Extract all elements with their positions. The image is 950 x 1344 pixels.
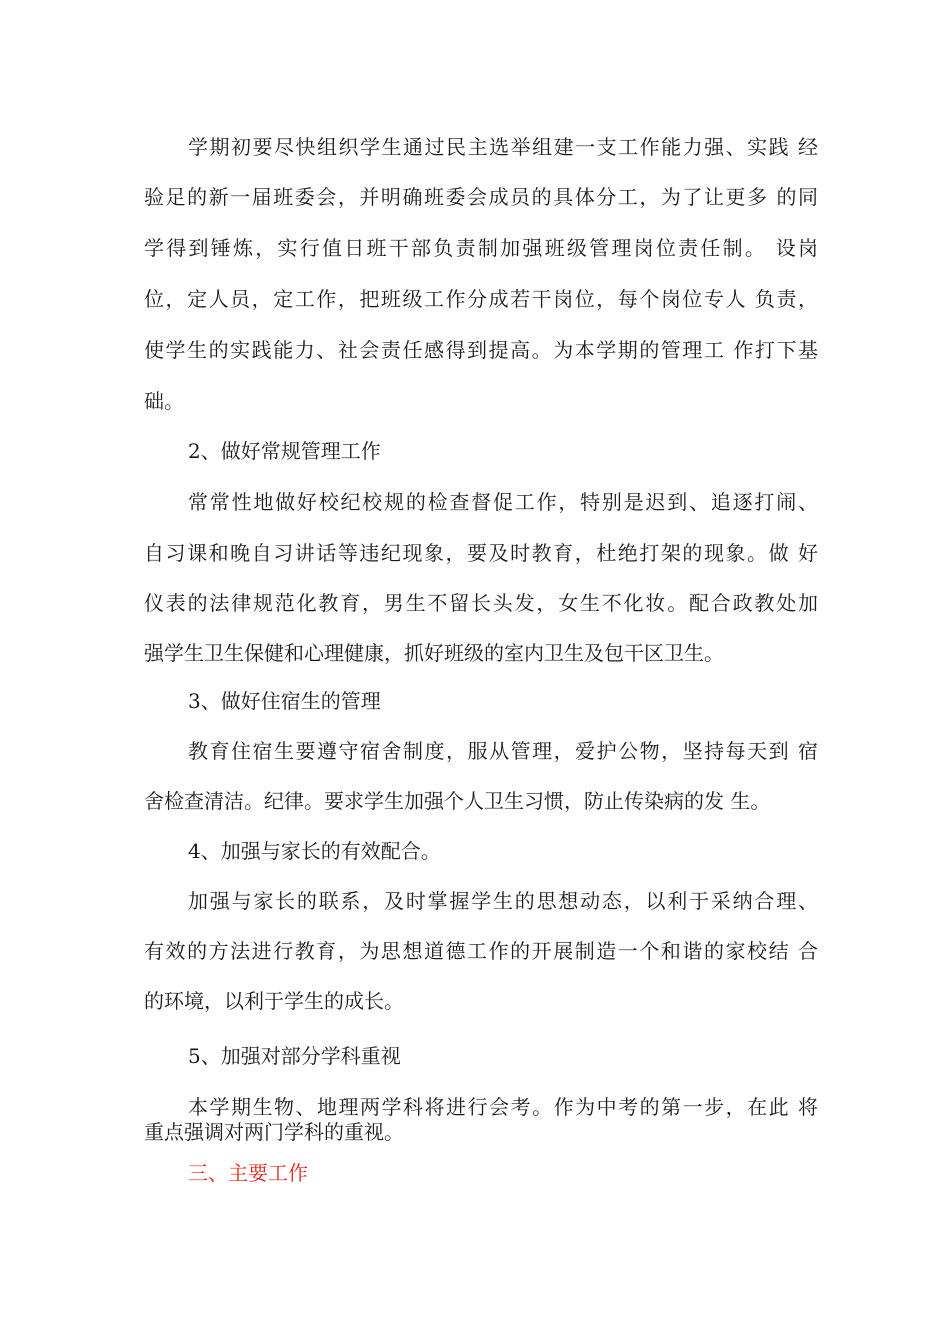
- main-work-heading: 三、主要工作: [188, 1161, 308, 1185]
- section-heading-2: 2、做好常规管理工作: [188, 439, 381, 463]
- paragraph-line: 础。: [144, 389, 184, 413]
- paragraph-line: 常常性地做好校纪校规的检查督促工作，特别是迟到、追逐打闹、: [188, 490, 818, 514]
- paragraph-line: 重点强调对两门学科的重视。: [144, 1120, 404, 1144]
- paragraph-line: 学期初要尽快组织学生通过民主选举组建一支工作能力强、实践 经: [188, 135, 818, 159]
- section-heading-3: 3、做好住宿生的管理: [188, 689, 381, 713]
- paragraph-line: 教育住宿生要遵守宿舍制度，服从管理，爱护公物，坚持每天到 宿: [188, 739, 818, 763]
- paragraph-line: 自习课和晚自习讲话等违纪现象，要及时教育，杜绝打架的现象。做 好: [144, 541, 818, 565]
- paragraph-line: 学得到锤炼，实行值日班干部负责制加强班级管理岗位责任制。 设岗: [144, 236, 818, 260]
- section-heading-5: 5、加强对部分学科重视: [188, 1044, 401, 1068]
- paragraph-line: 本学期生物、地理两学科将进行会考。作为中考的第一步，在此 将: [188, 1095, 818, 1119]
- paragraph-line: 验足的新一届班委会，并明确班委会成员的具体分工，为了让更多 的同: [144, 185, 818, 209]
- paragraph-line: 的环境，以利于学生的成长。: [144, 989, 404, 1013]
- paragraph-line: 有效的方法进行教育，为思想道德工作的开展制造一个和谐的家校结 合: [144, 939, 818, 963]
- section-heading-4: 4、加强与家长的有效配合。: [188, 839, 441, 863]
- paragraph-line: 加强与家长的联系，及时掌握学生的思想动态，以利于采纳合理、: [188, 889, 818, 913]
- paragraph-line: 舍检查清洁。纪律。要求学生加强个人卫生习惯，防止传染病的发 生。: [144, 789, 771, 813]
- paragraph-line: 使学生的实践能力、社会责任感得到提高。为本学期的管理工 作打下基: [144, 338, 818, 362]
- paragraph-line: 位，定人员，定工作，把班级工作分成若干岗位，每个岗位专人 负责，: [144, 287, 818, 311]
- paragraph-line: 仪表的法律规范化教育，男生不留长头发，女生不化妆。配合政教处加: [144, 591, 818, 615]
- paragraph-line: 强学生卫生保健和心理健康，抓好班级的室内卫生及包干区卫生。: [144, 641, 724, 665]
